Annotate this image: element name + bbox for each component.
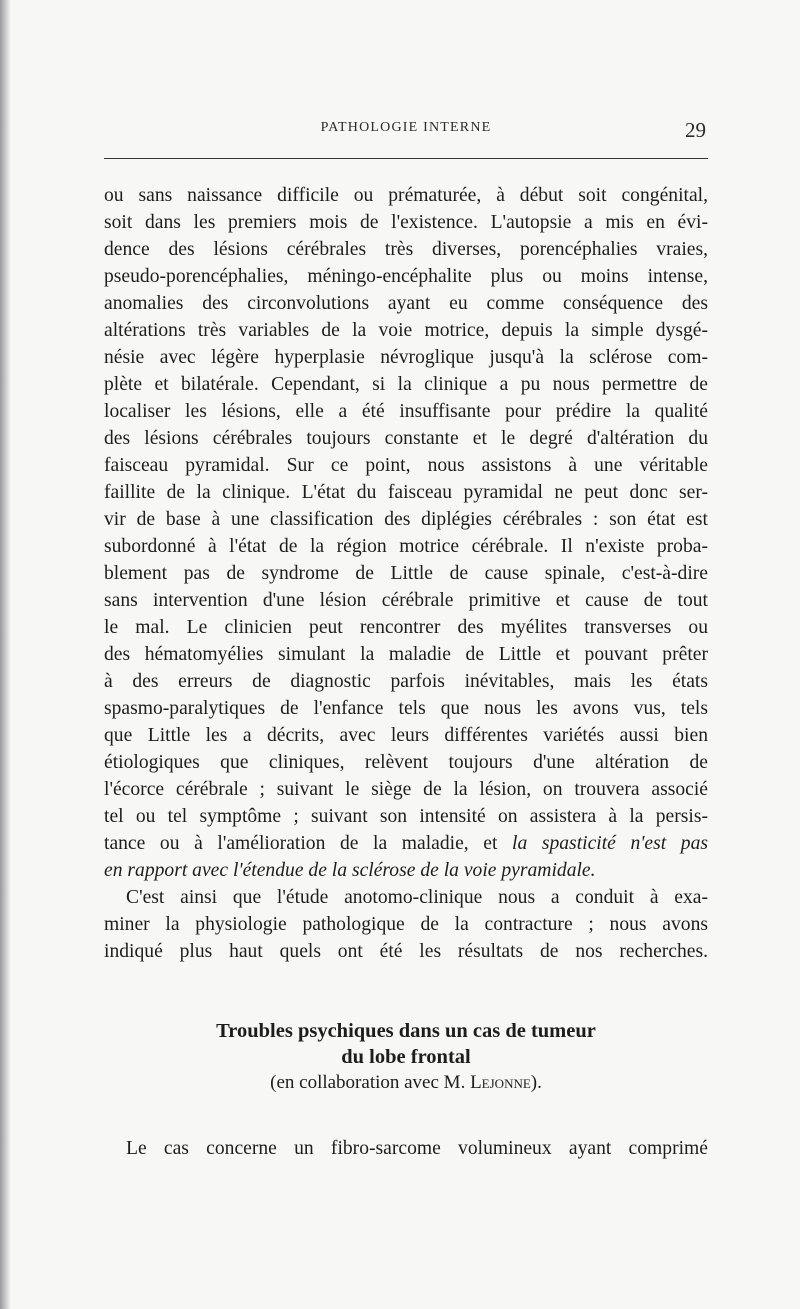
collab-prefix: (en collaboration avec M. (270, 1072, 471, 1093)
text-line: soit dans les premiers mois de l'existence. L'autopsie a mis en évi- (104, 212, 708, 233)
running-head: PATHOLOGIE INTERNE (320, 120, 492, 135)
text-line: étiologiques que cliniques, relèvent toujours d'une altération de (104, 752, 708, 773)
header-rule (104, 158, 708, 159)
text-line: blement pas de syndrome de Little de cause spinale, c'est-à-dire (104, 563, 708, 584)
section-title-line-1: Troubles psychiques dans un cas de tumeur (216, 1020, 596, 1042)
text-line-italic (104, 857, 708, 884)
text-line: C'est ainsi que l'étude anotomo-clinique nous a conduit à exa- (126, 887, 708, 908)
text-line: miner la physiologie pathologique de la contracture ; nous avons (104, 914, 708, 935)
text-line: faisceau pyramidal. Sur ce point, nous assistons à une véritable (104, 455, 708, 476)
page-number: 29 (685, 118, 706, 142)
text-run: tance ou à l'amélioration de la maladie, et (104, 833, 513, 854)
page-header (104, 118, 708, 148)
collab-suffix: ). (530, 1072, 542, 1093)
text-line: ou sans naissance difficile ou prématurée, à début soit congénital, (104, 185, 708, 206)
text-line: nésie avec légère hyperplasie névroglique jusqu'à la sclérose com- (104, 347, 708, 368)
collab-name: Lejonne (470, 1072, 531, 1093)
text-line: des hématomyélies simulant la maladie de Little et pouvant prêter (104, 644, 708, 665)
text-line: altérations très variables de la voie motrice, depuis la simple dysgé- (104, 320, 708, 341)
text-line: subordonné à l'état de la région motrice cérébrale. Il n'existe proba- (104, 536, 708, 557)
italic-run: la spasticité n'est pas (512, 833, 709, 854)
text-line: que Little les a décrits, avec leurs différentes variétés aussi bien (104, 725, 708, 746)
text-line: le mal. Le clinicien peut rencontrer des myélites transverses ou (104, 617, 708, 638)
scan-edge-shadow (0, 0, 12, 1309)
final-paragraph (104, 1135, 708, 1162)
text-line: à des erreurs de diagnostic parfois inévitables, mais les états (104, 671, 708, 692)
section-title-line-2: du lobe frontal (341, 1046, 471, 1068)
text-line-mixed (104, 830, 708, 857)
text-line: sans intervention d'une lésion cérébrale primitive et cause de tout (104, 590, 708, 611)
text-line: tel ou tel symptôme ; suivant son intensité on assistera à la persis- (104, 806, 708, 827)
section-collaboration (104, 1070, 708, 1096)
text-line: des lésions cérébrales toujours constante et le degré d'altération du (104, 428, 708, 449)
text-line: pseudo-porencéphalies, méningo-encéphalite plus ou moins intense, (104, 266, 708, 287)
text-line: spasmo-paralytiques de l'enfance tels que nous les avons vus, tels (104, 698, 708, 719)
text-line: anomalies des circonvolutions ayant eu comme conséquence des (104, 293, 708, 314)
section-heading (104, 1018, 708, 1096)
text-line: faillite de la clinique. L'état du faisceau pyramidal ne peut donc ser- (104, 482, 708, 503)
body-paragraph (104, 182, 708, 965)
text-line: vir de base à une classification des diplégies cérébrales : son état est (104, 509, 708, 530)
italic-run: en rapport avec l'étendue de la sclérose de la voie pyramidale. (104, 860, 596, 881)
text-line: Le cas concerne un fibro-sarcome volumineux ayant comprimé (126, 1138, 708, 1159)
text-line: localiser les lésions, elle a été insuffisante pour prédire la qualité (104, 401, 708, 422)
text-line: l'écorce cérébrale ; suivant le siège de la lésion, on trouvera associé (104, 779, 708, 800)
text-line: indiqué plus haut quels ont été les résultats de nos recherches. (104, 941, 708, 962)
text-line: plète et bilatérale. Cependant, si la clinique a pu nous permettre de (104, 374, 708, 395)
text-line: dence des lésions cérébrales très diverses, porencéphalies vraies, (104, 239, 708, 260)
